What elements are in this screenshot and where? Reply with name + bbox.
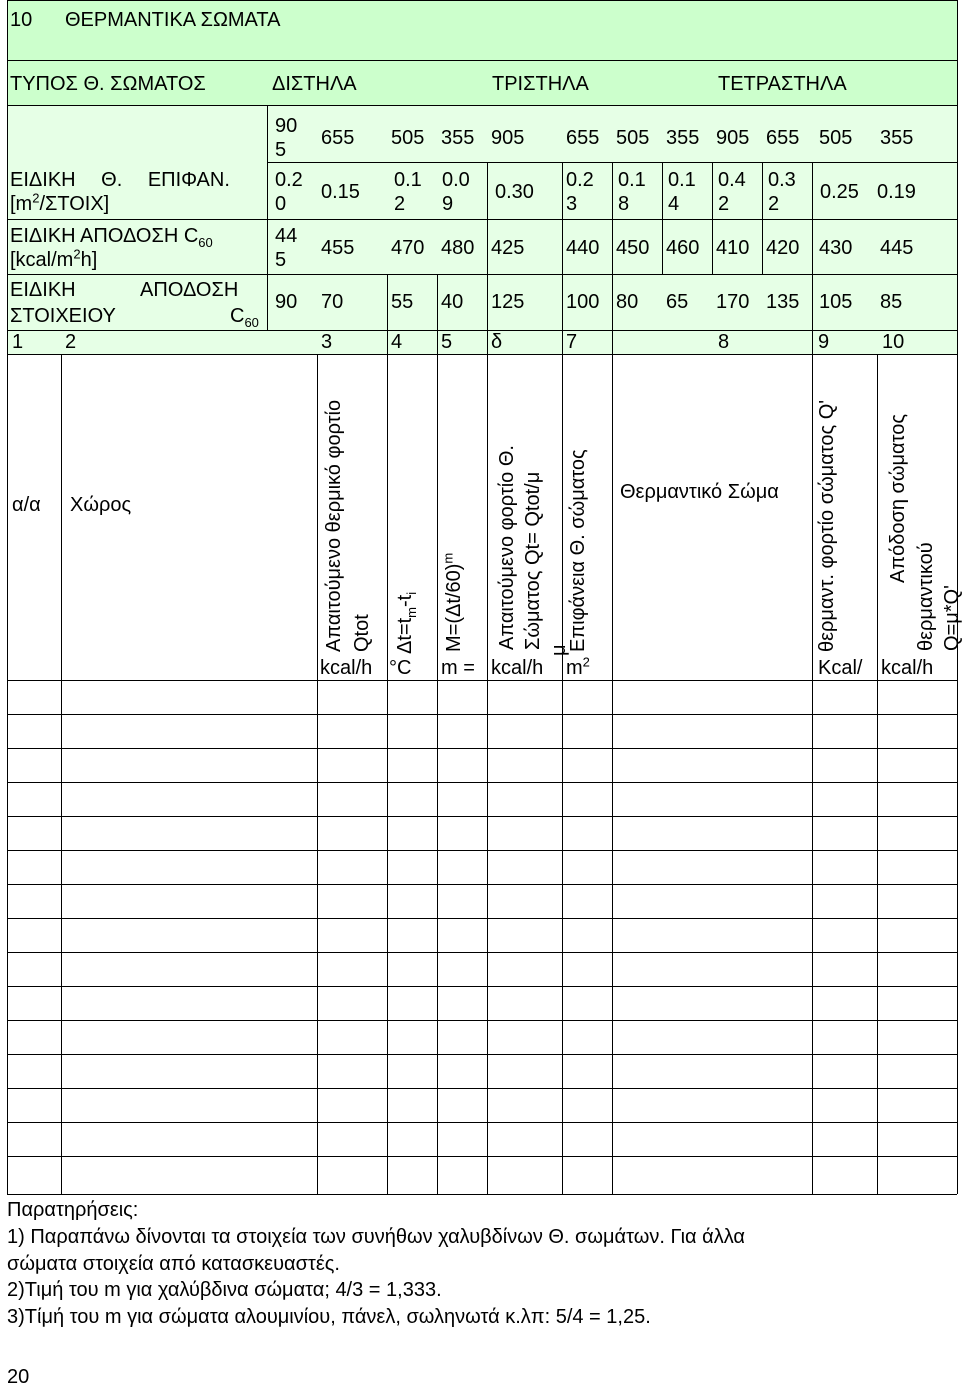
- colnum-band: [7, 330, 957, 354]
- output-element-value: 70: [321, 291, 344, 313]
- output-m2-unit-label: $[kcal/m^2h]$: [10, 246, 98, 271]
- grid-line: [7, 986, 957, 987]
- header-delta-t: $\Delta t=t_m-t_i$: [394, 591, 419, 654]
- type-four-column: ΤΕΤΡΑΣΤΗΛΑ: [718, 73, 847, 95]
- height-value: 655: [566, 127, 600, 149]
- output-m2-value: 425: [491, 237, 525, 259]
- unit-celsius: °C: [389, 657, 412, 679]
- section-number: 10: [10, 9, 33, 31]
- output-element-value: 100: [566, 291, 600, 313]
- output-element-value: 55: [391, 291, 414, 313]
- output-element-value: 40: [441, 291, 464, 313]
- surface-value-bottom: 2: [768, 193, 780, 215]
- grid-line: [317, 354, 318, 1194]
- output-element-label: ΕΙΔΙΚΗ ΑΠΟΔΟΣΗ: [10, 279, 239, 301]
- height-value: 355: [441, 127, 475, 149]
- grid-line: [7, 0, 8, 1194]
- output-m2-label: ΕΙΔΙΚΗ ΑΠΟΔΟΣΗ $C_{60}$: [10, 225, 213, 250]
- header-required-load-qtot: Qtot: [351, 614, 373, 652]
- header-radiator: Θερμαντικό Σώμα: [620, 481, 779, 503]
- column-number: 7: [566, 331, 578, 353]
- column-number: 3: [321, 331, 333, 353]
- grid-line: [7, 782, 957, 783]
- header-surface: Επιφάνεια Θ. σώματος: [567, 449, 589, 652]
- surface-value-bottom: 3: [566, 193, 578, 215]
- grid-line: [7, 850, 957, 851]
- output-element-label-2: ΣΤΟΙΧΕΙΟΥ: [10, 305, 116, 327]
- surface-value-bottom: 4: [668, 193, 680, 215]
- output-element-label-c60: $C_{60}$: [230, 305, 259, 330]
- grid-line: [267, 105, 268, 330]
- height-value: 505: [616, 127, 650, 149]
- column-number: 5: [441, 331, 453, 353]
- output-element-value: 135: [766, 291, 800, 313]
- header-output-2: θερμαντικού: [915, 542, 937, 651]
- grid-line: [487, 162, 488, 1194]
- header-mu: μ: [548, 644, 570, 656]
- grid-line: [7, 1054, 957, 1055]
- output-element-value: 90: [275, 291, 298, 313]
- grid-line: [437, 274, 438, 1194]
- output-m2-value: 440: [566, 237, 600, 259]
- output-m2-value: 410: [716, 237, 750, 259]
- header-room: Χώρος: [70, 494, 132, 516]
- page-number: 20: [7, 1366, 30, 1388]
- height-first-bottom: 5: [275, 139, 287, 161]
- height-value: 505: [391, 127, 425, 149]
- surface-first-top: 0.2: [275, 169, 303, 191]
- grid-line: [7, 952, 957, 953]
- height-value: 655: [766, 127, 800, 149]
- height-value: 905: [716, 127, 750, 149]
- grid-line: [7, 714, 957, 715]
- note-1-cont: σώματα στοιχεία από κατασκευαστές.: [7, 1253, 340, 1275]
- header-output-cell: [878, 355, 963, 652]
- grid-line: [7, 918, 957, 919]
- output-m2-value: 470: [391, 237, 425, 259]
- surface-value-bottom: 2: [718, 193, 730, 215]
- section-title: ΘΕΡΜΑΝΤΙΚΑ ΣΩΜΑΤΑ: [65, 9, 281, 31]
- note-2: 2)Τιμή του m για χαλύβδινα σώματα; 4/3 = 1,333.: [7, 1279, 442, 1301]
- column-number: 9: [818, 331, 830, 353]
- output-element-value: 65: [666, 291, 689, 313]
- note-1: 1) Παραπάνω δίνονται τα στοιχεία των συνήθων χαλυβδίνων Θ. σωμάτων. Για άλλα: [7, 1226, 745, 1248]
- output-element-value: 105: [819, 291, 853, 313]
- surface-value-bottom: 8: [618, 193, 630, 215]
- output-m2-value: 455: [321, 237, 355, 259]
- surface-value-bottom: 9: [442, 193, 454, 215]
- grid-line: [7, 219, 957, 220]
- grid-line: [61, 354, 62, 1194]
- grid-line: [7, 1156, 957, 1157]
- grid-line: [387, 274, 388, 1194]
- note-3: 3)Τίμή του m για σώματα αλουμινίου, πάνελ, σωληνωτά κ.λπ: 5/4 = 1,25.: [7, 1306, 651, 1328]
- column-number: 1: [12, 331, 24, 353]
- surface-value-top: 0.1: [394, 169, 422, 191]
- grid-line: [7, 748, 957, 749]
- grid-line: [7, 354, 957, 355]
- header-m-factor: $M=(\Delta t/60)^m$: [440, 552, 465, 652]
- grid-line: [7, 1122, 957, 1123]
- notes-title: Παρατηρήσεις:: [7, 1199, 139, 1221]
- unit-m: m =: [441, 657, 475, 679]
- grid-line: [7, 330, 957, 331]
- output-m2-value: 445: [880, 237, 914, 259]
- unit-kcal: Kcal/: [818, 657, 863, 679]
- height-value: 905: [491, 127, 525, 149]
- grid-line: [712, 162, 713, 274]
- surface-value-bottom: 2: [394, 193, 406, 215]
- output-m2-value: 460: [666, 237, 700, 259]
- height-value: 655: [321, 127, 355, 149]
- grid-line: [7, 60, 957, 61]
- unit-kcal-h: kcal/h: [320, 657, 373, 679]
- grid-line: [7, 1088, 957, 1089]
- header-required-load: Απαιτούμενο θερμικό φορτίο: [323, 399, 345, 652]
- type-label: ΤΥΠΟΣ Θ. ΣΩΜΑΤΟΣ: [10, 73, 206, 95]
- height-first-top: 90: [275, 115, 298, 137]
- column-number: 2: [65, 331, 77, 353]
- grid-line: [7, 816, 957, 817]
- column-number: 8: [718, 331, 730, 353]
- grid-line: [7, 274, 957, 275]
- output-m2-first-bottom: 5: [275, 249, 287, 271]
- grid-line: [762, 162, 763, 274]
- surface-first-bottom: 0: [275, 193, 287, 215]
- surface-value-top: 0.0: [442, 169, 470, 191]
- surface-value: 0.19: [877, 181, 916, 203]
- height-value: 505: [819, 127, 853, 149]
- surface-value-top: 0.2: [566, 169, 594, 191]
- height-value: 355: [666, 127, 700, 149]
- header-aa: α/α: [12, 494, 41, 516]
- output-element-value: 85: [880, 291, 903, 313]
- unit-kcal-h: kcal/h: [881, 657, 934, 679]
- column-number: 10: [882, 331, 905, 353]
- output-m2-value: 430: [819, 237, 853, 259]
- output-m2-value: 480: [441, 237, 475, 259]
- output-m2-value: 420: [766, 237, 800, 259]
- column-number: δ: [491, 331, 503, 353]
- type-three-column: ΤΡΙΣΤΗΛΑ: [492, 73, 589, 95]
- header-body-load: θερμαντ. φορτίο σώματος Q': [816, 399, 838, 652]
- surface-label: ΕΙΔΙΚΗ Θ. ΕΠΙΦΑΝ.: [10, 169, 230, 191]
- height-value: 355: [880, 127, 914, 149]
- header-required-body-load-formula: Σώματος Qt= Qtot/μ: [522, 471, 544, 650]
- grid-line: [7, 0, 957, 1]
- output-element-value: 170: [716, 291, 750, 313]
- grid-line: [662, 162, 663, 274]
- grid-line: [812, 162, 813, 1194]
- output-m2-first-top: 44: [275, 225, 298, 247]
- header-output-formula: Q=μ*Q': [941, 585, 963, 651]
- column-number: 4: [391, 331, 403, 353]
- grid-line: [612, 162, 613, 1194]
- surface-value: 0.25: [820, 181, 859, 203]
- output-m2-value: 450: [616, 237, 650, 259]
- header-output: Απόδοση σώματος: [887, 414, 909, 583]
- surface-value-top: 0.4: [718, 169, 746, 191]
- surface-value-top: 0.1: [668, 169, 696, 191]
- output-element-value: 80: [616, 291, 639, 313]
- grid-line: [7, 1020, 957, 1021]
- grid-line: [7, 680, 957, 681]
- grid-line: [7, 884, 957, 885]
- type-two-column: ΔΙΣΤΗΛΑ: [272, 73, 357, 95]
- surface-value: 0.30: [495, 181, 534, 203]
- grid-line: [7, 1194, 957, 1195]
- unit-m2: $m^2$: [566, 654, 590, 679]
- surface-value: 0.15: [321, 181, 360, 203]
- unit-kcal-h: kcal/h: [491, 657, 544, 679]
- header-required-body-load: Απαιτούμενο φορτίο Θ.: [496, 445, 518, 650]
- grid-line: [562, 162, 563, 1194]
- output-element-value: 125: [491, 291, 525, 313]
- surface-unit-label: $[m^2/\Sigma TOIX]$: [10, 190, 110, 215]
- surface-value-top: 0.3: [768, 169, 796, 191]
- grid-line: [7, 105, 957, 106]
- surface-value-top: 0.1: [618, 169, 646, 191]
